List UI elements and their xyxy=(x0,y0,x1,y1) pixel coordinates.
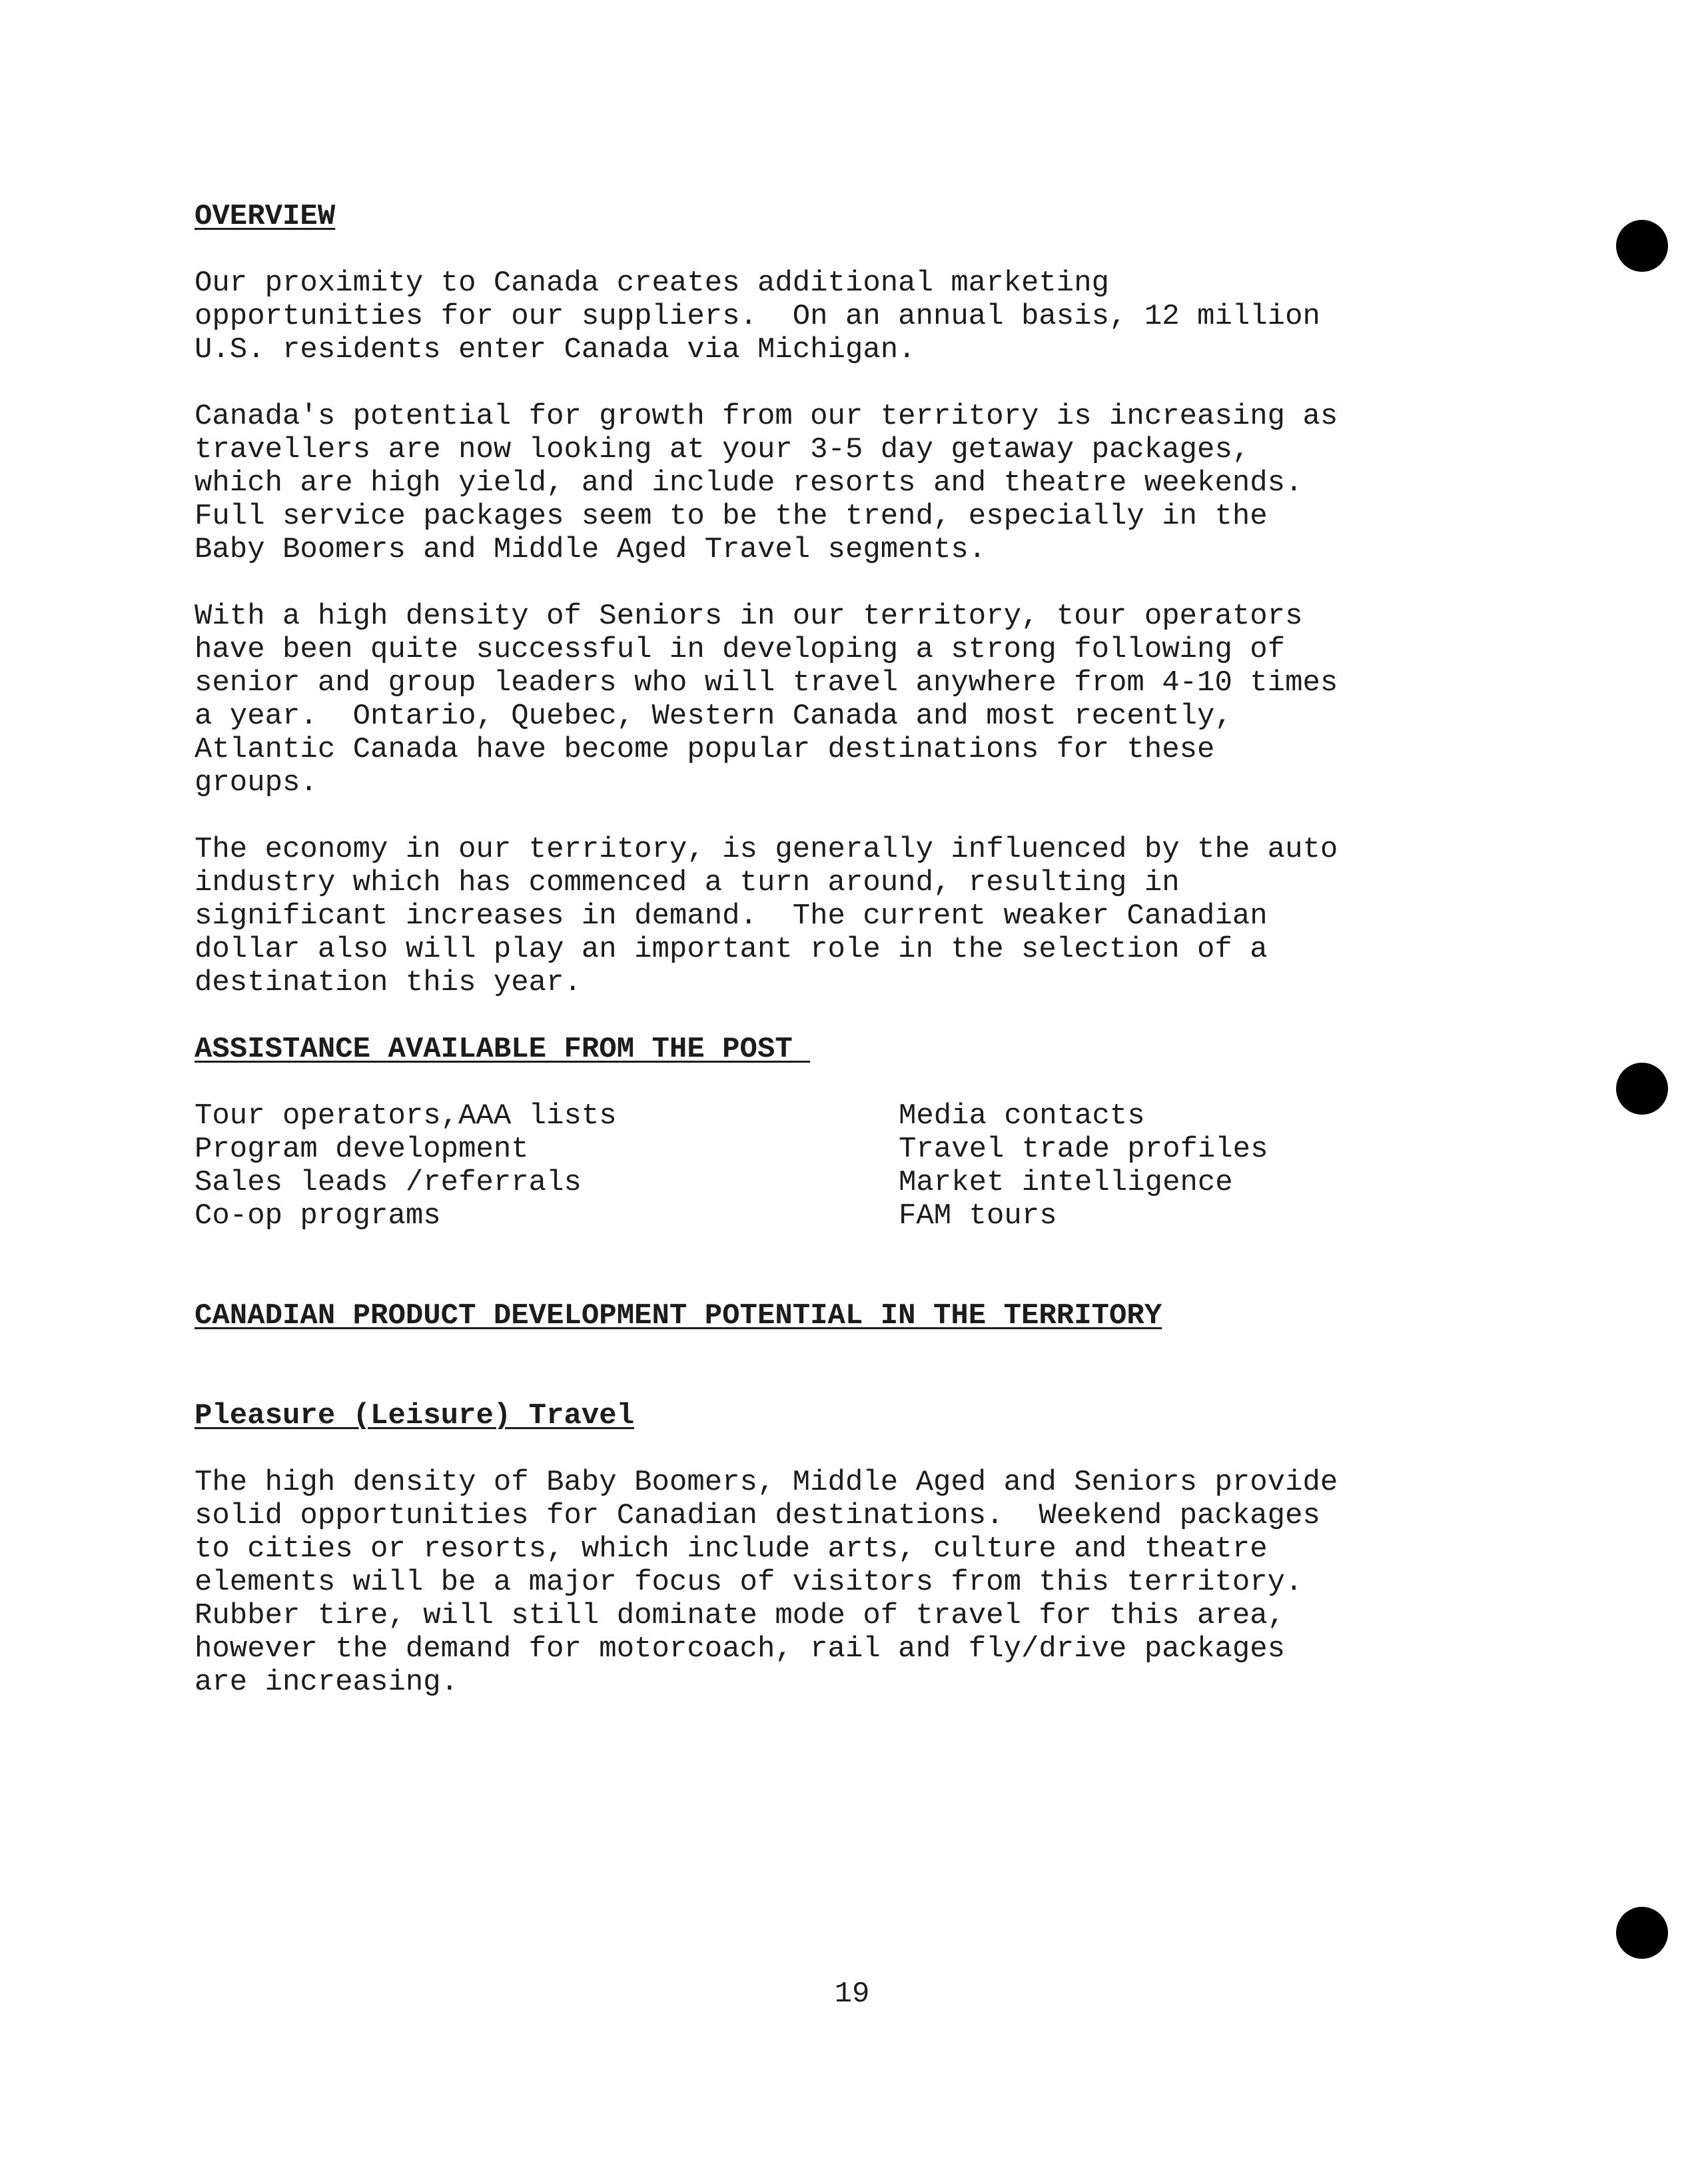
assistance-item: Sales leads /referrals xyxy=(195,1166,582,1199)
assistance-item: FAM tours xyxy=(899,1199,1057,1233)
punch-hole-icon xyxy=(1616,220,1668,272)
assistance-heading: ASSISTANCE AVAILABLE FROM THE POST xyxy=(195,1033,811,1066)
product-development-heading: CANADIAN PRODUCT DEVELOPMENT POTENTIAL IN THE TERRITORY xyxy=(195,1299,1162,1333)
assistance-item: Program development xyxy=(195,1133,529,1166)
punch-hole-icon xyxy=(1616,1907,1668,1959)
pleasure-travel-paragraph: The high density of Baby Boomers, Middle Aged and Seniors provide solid opportunities for Canadian destinations. Weekend packages to cities or resorts, which include arts, culture and theatre elements will be a major focus of visitors from this territory. Rubber tire, will still dominate mode of travel for this area, however the demand for motorcoach, rail and fly/drive packages are increasing. xyxy=(195,1466,1338,1699)
assistance-item: Travel trade profiles xyxy=(899,1133,1268,1166)
assistance-list-left xyxy=(195,1099,899,1233)
overview-heading: OVERVIEW xyxy=(195,200,336,233)
overview-paragraph-1: Our proximity to Canada creates additional marketing opportunities for our suppliers. On an annual basis, 12 million U.S. residents enter Canada via Michigan. xyxy=(195,267,1320,366)
document-page xyxy=(195,200,1527,1699)
assistance-item: Market intelligence xyxy=(899,1166,1233,1199)
assistance-list xyxy=(195,1099,1527,1233)
assistance-item: Co-op programs xyxy=(195,1199,441,1233)
overview-paragraph-2: Canada's potential for growth from our territory is increasing as travellers are now looking at your 3-5 day getaway packages, which are high yield, and include resorts and theatre weekends. Full service packages seem to be the trend, especially in the Baby Boomers and Middle Aged Travel segments. xyxy=(195,400,1338,566)
overview-paragraph-4: The economy in our territory, is generally influenced by the auto industry which has commenced a turn around, resulting in significant increases in demand. The current weaker Canadian dollar also will play an important role in the selection of a destination this year. xyxy=(195,833,1338,999)
assistance-item: Tour operators,AAA lists xyxy=(195,1099,617,1133)
pleasure-travel-heading: Pleasure (Leisure) Travel xyxy=(195,1399,635,1432)
punch-hole-icon xyxy=(1616,1063,1668,1115)
overview-paragraph-3: With a high density of Seniors in our territory, tour operators have been quite successful in developing a strong following of senior and group leaders who will travel anywhere from 4-10 times a year. Ontario, Quebec, Western Canada and most recently, Atlantic Canada have become popular destinations for these groups. xyxy=(195,600,1338,800)
assistance-item: Media contacts xyxy=(899,1099,1145,1133)
assistance-list-right xyxy=(899,1099,1268,1233)
page-number: 19 xyxy=(834,1977,870,2011)
